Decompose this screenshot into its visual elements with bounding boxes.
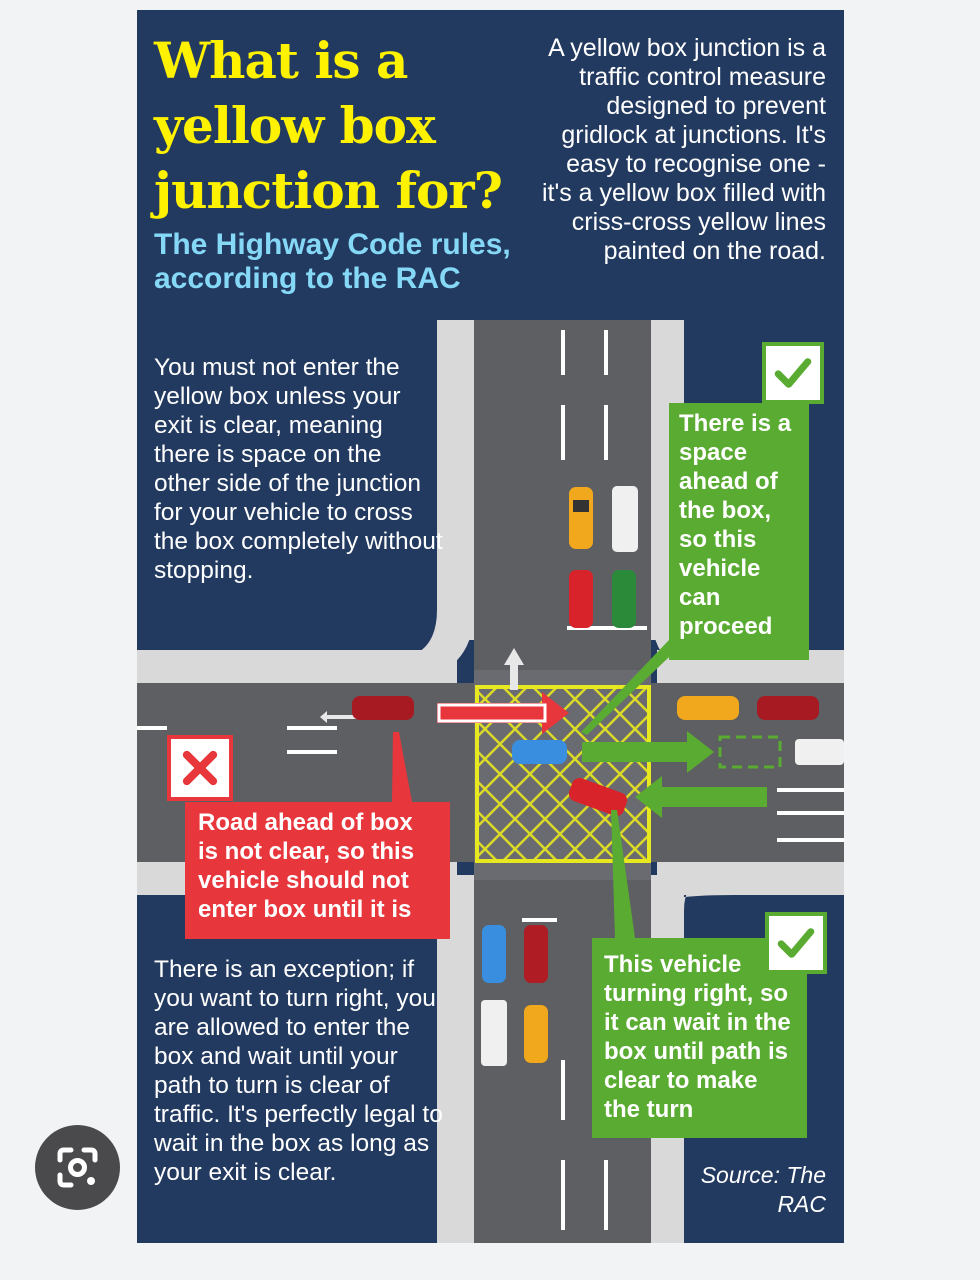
callout-not-clear: Road ahead of box is not clear, so this vehicle should not enter box until it is xyxy=(185,802,450,939)
infographic-subtitle: The Highway Code rules, according to the RAC xyxy=(154,228,511,295)
source-credit: Source: The RAC xyxy=(700,1162,826,1217)
google-lens-button[interactable] xyxy=(35,1125,120,1210)
cross-icon xyxy=(167,735,233,801)
callout-turning-right: This vehicle turning right, so it can wait in the box until path is clear to make the turn xyxy=(592,938,807,1138)
rule-text: You must not enter the yellow box unless your exit is clear, meaning there is space on the other side of the junction for your vehicle to cross the box completely without stopping. xyxy=(154,354,443,584)
callout-can-proceed: There is a space ahead of the box, so this vehicle can proceed xyxy=(669,403,809,660)
check-icon xyxy=(762,342,824,404)
intro-text: A yellow box junction is a traffic control measure designed to prevent gridlock at junctions. It's easy to recognise one - it's a yellow box filled with criss-cross yellow lines painted on the road. xyxy=(541,34,826,265)
exception-text: There is an exception; if you want to turn right, you are allowed to enter the box and wait until your path to turn is clear of traffic. It's perfectly legal to wait in the box as long as your exit is clear. xyxy=(154,956,443,1186)
infographic-title: What is a yellow box junction for? xyxy=(154,31,502,220)
google-lens-icon xyxy=(35,1125,120,1210)
infographic-poster xyxy=(137,10,844,1243)
check-icon xyxy=(765,912,827,974)
